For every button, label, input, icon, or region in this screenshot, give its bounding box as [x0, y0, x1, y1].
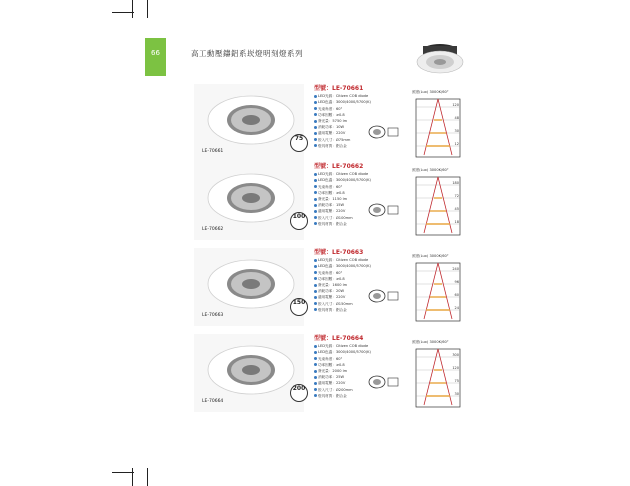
spec-text: 消耗功率：10W	[318, 125, 345, 130]
product-photo	[194, 334, 304, 412]
product-block	[190, 248, 480, 330]
spec-text: 燈具材質：鋁合金	[318, 393, 347, 398]
spec-text: 光束角度：60°	[318, 356, 343, 361]
spec-text: LED光源：Citizen COB diode	[318, 94, 369, 99]
bullet-icon	[314, 138, 317, 141]
downlight-image	[206, 168, 296, 226]
spec-text: 光束角度：60°	[318, 270, 343, 275]
page-number-tab	[145, 38, 166, 76]
bullet-icon	[314, 277, 317, 280]
chart-value-label: 30	[454, 129, 459, 133]
bullet-icon	[314, 95, 317, 98]
spec-text: 光束角度：60°	[318, 184, 343, 189]
bullet-icon	[314, 132, 317, 135]
photo-model-label: LE-70661	[202, 149, 224, 154]
bullet-icon	[314, 216, 317, 219]
spec-text: LED色溫：3000/4000/5700(K)	[318, 350, 371, 355]
spec-text: 功率因數：≥0.8	[318, 190, 345, 195]
light-distribution-chart	[412, 340, 464, 412]
bullet-icon	[314, 198, 317, 201]
chart-value-label: 12	[454, 142, 459, 146]
spec-text: 崁入尺寸：Ø100mm	[318, 215, 353, 220]
bullet-icon	[314, 173, 317, 176]
downlight-image	[206, 90, 296, 148]
bullet-icon	[314, 296, 317, 299]
crop-mark	[147, 468, 148, 486]
spec-text: LED色溫：3000/4000/5700(K)	[318, 100, 371, 105]
spec-text: 功率因數：≥0.8	[318, 362, 345, 367]
bullet-icon	[314, 388, 317, 391]
spec-text: 崁入尺寸：Ø150mm	[318, 301, 353, 306]
photo-model-label: LE-70664	[202, 399, 224, 404]
crop-mark	[132, 0, 133, 18]
spec-text: 發光量：1600 lm	[318, 283, 348, 288]
spec-text: LED光源：Citizen COB diode	[318, 172, 369, 177]
side-profile-icon	[388, 206, 398, 214]
downlight-image	[206, 254, 296, 312]
spec-text: 崁入尺寸：Ø200mm	[318, 387, 353, 392]
chart-title: 照度(Lux) 3000K/60°	[412, 340, 449, 344]
bullet-icon	[314, 394, 317, 397]
product-block	[190, 84, 480, 166]
cutout-size-value: 100	[292, 213, 306, 220]
chart-value-label: 18	[454, 220, 459, 224]
spec-text: 崁入尺寸：Ø75mm	[318, 137, 351, 142]
page-number: 66	[151, 49, 160, 57]
spec-text: 適用電壓：220V	[318, 131, 346, 136]
spec-text: 消耗功率：25W	[318, 375, 345, 380]
dimension-diagram	[367, 202, 407, 218]
chart-value-label: 24	[454, 306, 459, 310]
spec-text: 燈具材質：鋁合金	[318, 221, 347, 226]
spec-text: 功率因數：≥0.8	[318, 112, 345, 117]
bullet-icon	[314, 210, 317, 213]
bullet-icon	[314, 370, 317, 373]
cutout-size-badge	[290, 384, 308, 402]
spec-text: 燈具材質：鋁合金	[318, 307, 347, 312]
bullet-icon	[314, 302, 317, 305]
bullet-icon	[314, 179, 317, 182]
chart-frame	[416, 263, 460, 321]
spec-row	[314, 143, 422, 149]
spec-text: 光束角度：60°	[318, 106, 343, 111]
crop-mark	[147, 0, 148, 18]
chart-title: 照度(Lux) 3000K/60°	[412, 90, 449, 94]
bullet-icon	[314, 120, 317, 123]
bullet-icon	[314, 363, 317, 366]
chart-title: 照度(Lux) 3000K/60°	[412, 254, 449, 258]
product-photo	[194, 162, 304, 240]
spec-row	[314, 393, 422, 399]
spec-text: 發光量：2000 lm	[318, 369, 348, 374]
spec-text: 發光量：5750 lm	[318, 119, 348, 124]
crop-mark	[112, 472, 134, 473]
chart-plot	[412, 175, 464, 239]
chart-value-label: 96	[454, 280, 459, 284]
spec-text: LED色溫：3000/4000/5700(K)	[318, 178, 371, 183]
bullet-icon	[314, 357, 317, 360]
chart-frame	[416, 349, 460, 407]
chart-value-label: 120	[452, 366, 459, 370]
side-profile-icon	[388, 128, 398, 136]
light-distribution-chart	[412, 254, 464, 326]
bullet-icon	[314, 144, 317, 147]
cutout-size-value: 75	[294, 135, 304, 142]
chart-plot	[412, 347, 464, 411]
photo-model-label: LE-70662	[202, 227, 224, 232]
product-photo	[194, 248, 304, 326]
spec-text: 消耗功率：15W	[318, 203, 345, 208]
chart-frame	[416, 177, 460, 235]
bullet-icon	[314, 126, 317, 129]
side-profile-icon	[388, 378, 398, 386]
chart-value-label: 180	[452, 181, 459, 185]
product-block	[190, 334, 480, 416]
bullet-icon	[314, 382, 317, 385]
chart-value-label: 48	[454, 116, 459, 120]
bullet-icon	[314, 265, 317, 268]
model-number: 型號：LE-70663	[314, 249, 364, 256]
spec-text: 功率因數：≥0.8	[318, 276, 345, 281]
light-distribution-chart	[412, 90, 464, 162]
bullet-icon	[314, 284, 317, 287]
cutout-size-badge	[290, 298, 308, 316]
cutout-size-value: 150	[292, 299, 306, 306]
bullet-icon	[314, 345, 317, 348]
spec-text: 適用電壓：220V	[318, 381, 346, 386]
bullet-icon	[314, 376, 317, 379]
bullet-icon	[314, 290, 317, 293]
light-distribution-chart	[412, 168, 464, 240]
spec-text: 適用電壓：220V	[318, 295, 346, 300]
spec-text: 消耗功率：20W	[318, 289, 345, 294]
spec-text: 燈具材質：鋁合金	[318, 143, 347, 148]
spec-row	[314, 221, 422, 227]
model-number: 型號：LE-70664	[314, 335, 364, 342]
chart-value-label: 30	[454, 392, 459, 396]
downlight-image	[206, 340, 296, 398]
chart-value-label: 72	[454, 194, 459, 198]
crop-mark	[112, 12, 134, 13]
chart-value-label: 45	[454, 207, 459, 211]
cutout-size-badge	[290, 134, 308, 152]
spec-text: LED光源：Citizen COB diode	[318, 344, 369, 349]
bullet-icon	[314, 185, 317, 188]
cutout-size-badge	[290, 212, 308, 230]
bullet-icon	[314, 107, 317, 110]
product-hero-image	[414, 40, 466, 76]
chart-value-label: 75	[454, 379, 459, 383]
chart-plot	[412, 261, 464, 325]
crop-mark	[132, 468, 133, 486]
bullet-icon	[314, 259, 317, 262]
bullet-icon	[314, 101, 317, 104]
cutout-size-value: 200	[292, 385, 306, 392]
chart-value-label: 240	[452, 267, 459, 271]
spec-text: LED色溫：3000/4000/5700(K)	[318, 264, 371, 269]
dimension-diagram	[367, 374, 407, 390]
photo-model-label: LE-70663	[202, 313, 224, 318]
bullet-icon	[314, 351, 317, 354]
product-block	[190, 162, 480, 244]
dimension-diagram	[367, 288, 407, 304]
model-number: 型號：LE-70662	[314, 163, 364, 170]
chart-plot	[412, 97, 464, 161]
bullet-icon	[314, 113, 317, 116]
dimension-diagram	[367, 124, 407, 140]
bullet-icon	[314, 271, 317, 274]
chart-title: 照度(Lux) 3000K/60°	[412, 168, 449, 172]
spec-text: 發光量：1150 lm	[318, 197, 348, 202]
product-photo	[194, 84, 304, 162]
chart-value-label: 300	[452, 353, 459, 357]
bullet-icon	[314, 204, 317, 207]
model-number: 型號：LE-70661	[314, 85, 364, 92]
series-title: 高工動壓鑄鋁系崁燈明刻燈系列	[191, 49, 303, 58]
bullet-icon	[314, 222, 317, 225]
spec-text: LED光源：Citizen COB diode	[318, 258, 369, 263]
spec-row	[314, 307, 422, 313]
bullet-icon	[314, 308, 317, 311]
chart-value-label: 120	[452, 103, 459, 107]
chart-value-label: 60	[454, 293, 459, 297]
bullet-icon	[314, 191, 317, 194]
chart-frame	[416, 99, 460, 157]
side-profile-icon	[388, 292, 398, 300]
spec-text: 適用電壓：220V	[318, 209, 346, 214]
